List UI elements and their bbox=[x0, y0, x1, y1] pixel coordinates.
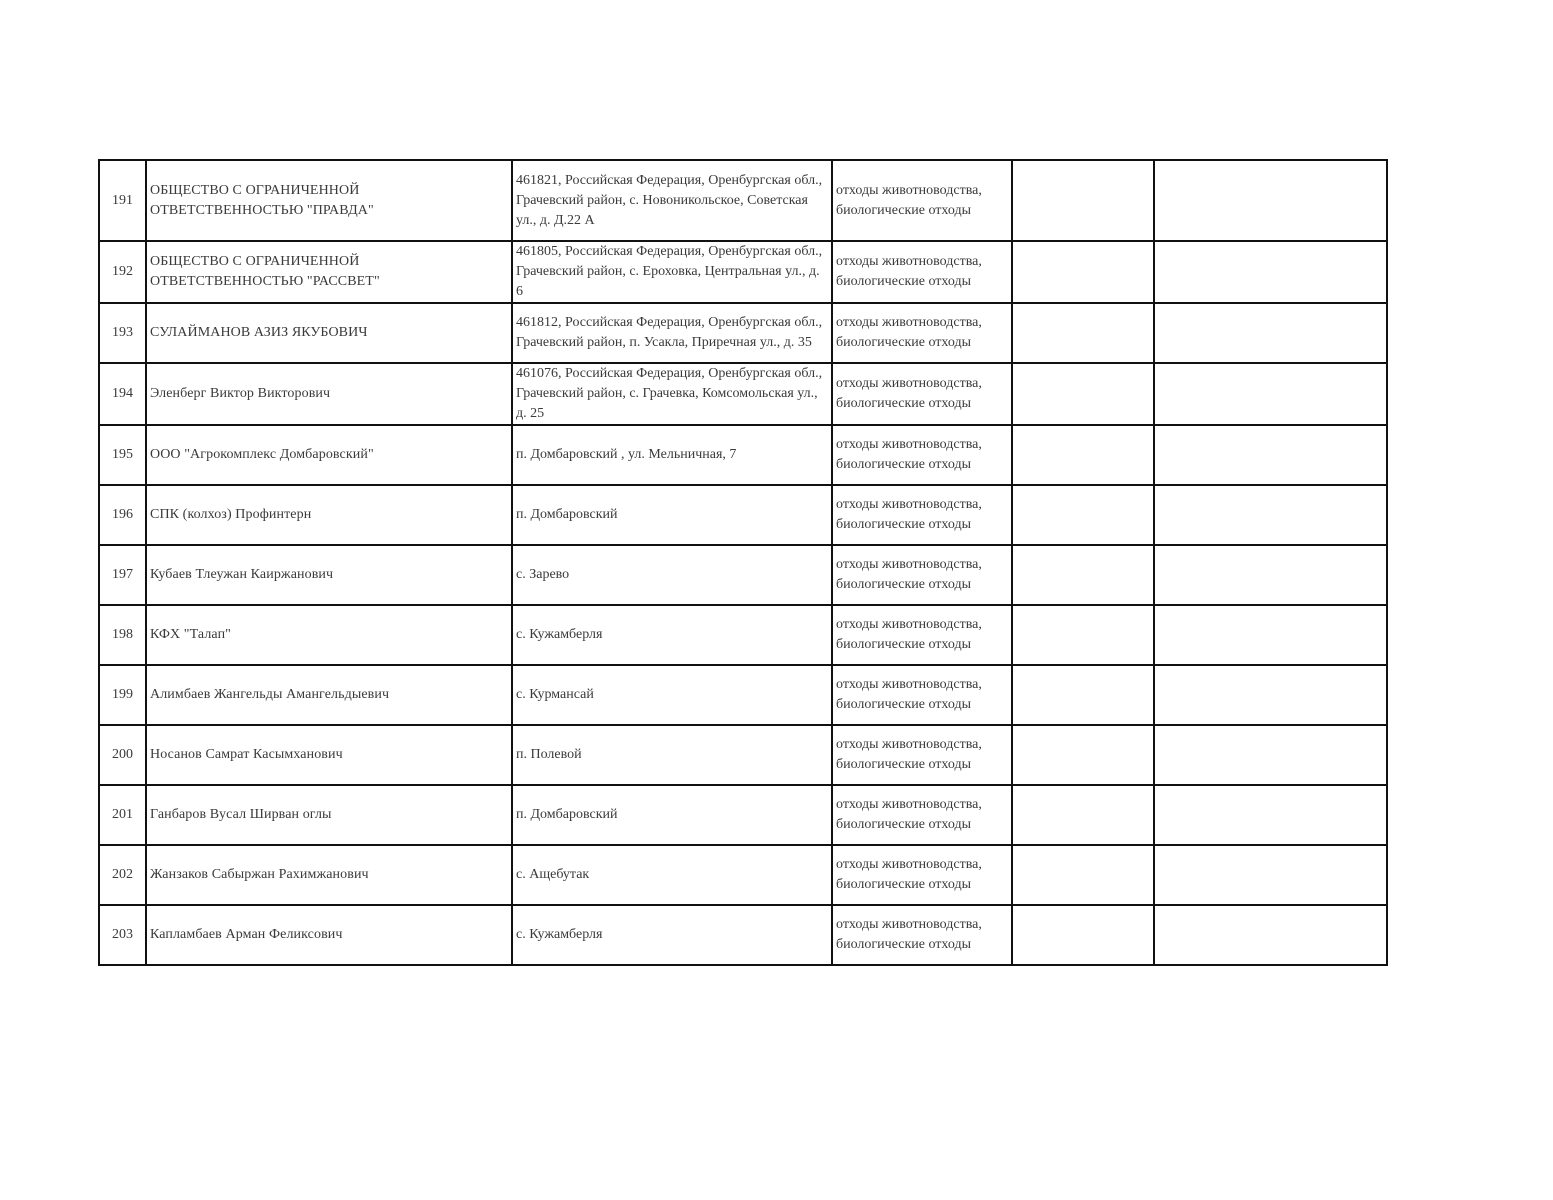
row-number-cell: 196 bbox=[99, 485, 146, 545]
organization-name-cell: Капламбаев Арман Феликсович bbox=[146, 905, 512, 965]
waste-type-cell: отходы животноводства, биологические отходы bbox=[832, 160, 1012, 241]
address-cell: 461821, Российская Федерация, Оренбургская обл., Грачевский район, с. Новоникольское, Советская ул., д. Д.22 А bbox=[512, 160, 832, 241]
address-cell: с. Кужамберля bbox=[512, 905, 832, 965]
empty-cell bbox=[1154, 425, 1387, 485]
table-row bbox=[99, 241, 1387, 303]
empty-cell bbox=[1154, 785, 1387, 845]
empty-cell bbox=[1154, 363, 1387, 425]
table-row bbox=[99, 605, 1387, 665]
address-cell: с. Курмансай bbox=[512, 665, 832, 725]
empty-cell bbox=[1154, 845, 1387, 905]
address-cell: п. Полевой bbox=[512, 725, 832, 785]
waste-type-cell: отходы животноводства, биологические отходы bbox=[832, 605, 1012, 665]
waste-type-cell: отходы животноводства, биологические отходы bbox=[832, 845, 1012, 905]
organization-name-cell: Эленберг Виктор Викторович bbox=[146, 363, 512, 425]
empty-cell bbox=[1012, 845, 1154, 905]
organization-name-cell: Жанзаков Сабыржан Рахимжанович bbox=[146, 845, 512, 905]
empty-cell bbox=[1012, 303, 1154, 363]
table-row bbox=[99, 425, 1387, 485]
row-number-cell: 192 bbox=[99, 241, 146, 303]
row-number-cell: 201 bbox=[99, 785, 146, 845]
address-cell: с. Ащебутак bbox=[512, 845, 832, 905]
table-row bbox=[99, 785, 1387, 845]
address-cell: п. Домбаровский , ул. Мельничная, 7 bbox=[512, 425, 832, 485]
organization-name-cell: Алимбаев Жангельды Амангельдыевич bbox=[146, 665, 512, 725]
address-cell: с. Зарево bbox=[512, 545, 832, 605]
waste-type-cell: отходы животноводства, биологические отходы bbox=[832, 485, 1012, 545]
empty-cell bbox=[1012, 905, 1154, 965]
row-number-cell: 200 bbox=[99, 725, 146, 785]
empty-cell bbox=[1012, 545, 1154, 605]
organization-name-cell: ОБЩЕСТВО С ОГРАНИЧЕННОЙ ОТВЕТСТВЕННОСТЬЮ "ПРАВДА" bbox=[146, 160, 512, 241]
row-number-cell: 202 bbox=[99, 845, 146, 905]
empty-cell bbox=[1012, 725, 1154, 785]
empty-cell bbox=[1012, 363, 1154, 425]
waste-type-cell: отходы животноводства, биологические отходы bbox=[832, 905, 1012, 965]
empty-cell bbox=[1012, 665, 1154, 725]
empty-cell bbox=[1012, 241, 1154, 303]
empty-cell bbox=[1154, 160, 1387, 241]
address-cell: п. Домбаровский bbox=[512, 485, 832, 545]
organization-name-cell: СУЛАЙМАНОВ АЗИЗ ЯКУБОВИЧ bbox=[146, 303, 512, 363]
waste-type-cell: отходы животноводства, биологические отходы bbox=[832, 303, 1012, 363]
empty-cell bbox=[1012, 605, 1154, 665]
empty-cell bbox=[1012, 485, 1154, 545]
organization-name-cell: ООО "Агрокомплекс Домбаровский" bbox=[146, 425, 512, 485]
waste-type-cell: отходы животноводства, биологические отходы bbox=[832, 241, 1012, 303]
waste-type-cell: отходы животноводства, биологические отходы bbox=[832, 363, 1012, 425]
table-row bbox=[99, 665, 1387, 725]
waste-type-cell: отходы животноводства, биологические отходы bbox=[832, 545, 1012, 605]
empty-cell bbox=[1154, 545, 1387, 605]
waste-type-cell: отходы животноводства, биологические отходы bbox=[832, 665, 1012, 725]
empty-cell bbox=[1154, 605, 1387, 665]
empty-cell bbox=[1154, 665, 1387, 725]
registry-table bbox=[98, 159, 1388, 966]
organization-name-cell: Кубаев Тлеужан Каиржанович bbox=[146, 545, 512, 605]
empty-cell bbox=[1154, 303, 1387, 363]
organization-name-cell: ОБЩЕСТВО С ОГРАНИЧЕННОЙ ОТВЕТСТВЕННОСТЬЮ "РАССВЕТ" bbox=[146, 241, 512, 303]
empty-cell bbox=[1154, 241, 1387, 303]
address-cell: с. Кужамберля bbox=[512, 605, 832, 665]
row-number-cell: 194 bbox=[99, 363, 146, 425]
empty-cell bbox=[1012, 160, 1154, 241]
empty-cell bbox=[1154, 485, 1387, 545]
address-cell: п. Домбаровский bbox=[512, 785, 832, 845]
table-row bbox=[99, 905, 1387, 965]
organization-name-cell: КФХ "Талап" bbox=[146, 605, 512, 665]
waste-type-cell: отходы животноводства, биологические отходы bbox=[832, 785, 1012, 845]
row-number-cell: 193 bbox=[99, 303, 146, 363]
table-row bbox=[99, 545, 1387, 605]
empty-cell bbox=[1154, 905, 1387, 965]
empty-cell bbox=[1154, 725, 1387, 785]
row-number-cell: 203 bbox=[99, 905, 146, 965]
organization-name-cell: Ганбаров Вусал Ширван оглы bbox=[146, 785, 512, 845]
registry-table-body bbox=[99, 160, 1387, 965]
table-row bbox=[99, 725, 1387, 785]
address-cell: 461812, Российская Федерация, Оренбургская обл., Грачевский район, п. Усакла, Приречная ул., д. 35 bbox=[512, 303, 832, 363]
table-row bbox=[99, 303, 1387, 363]
address-cell: 461805, Российская Федерация, Оренбургская обл., Грачевский район, с. Ероховка, Центральная ул., д. 6 bbox=[512, 241, 832, 303]
row-number-cell: 198 bbox=[99, 605, 146, 665]
organization-name-cell: Носанов Самрат Касымханович bbox=[146, 725, 512, 785]
row-number-cell: 197 bbox=[99, 545, 146, 605]
table-row bbox=[99, 363, 1387, 425]
table-row bbox=[99, 485, 1387, 545]
waste-type-cell: отходы животноводства, биологические отходы bbox=[832, 425, 1012, 485]
table-row bbox=[99, 845, 1387, 905]
waste-type-cell: отходы животноводства, биологические отходы bbox=[832, 725, 1012, 785]
row-number-cell: 191 bbox=[99, 160, 146, 241]
row-number-cell: 199 bbox=[99, 665, 146, 725]
table-row bbox=[99, 160, 1387, 241]
row-number-cell: 195 bbox=[99, 425, 146, 485]
address-cell: 461076, Российская Федерация, Оренбургская обл., Грачевский район, с. Грачевка, Комсомольская ул., д. 25 bbox=[512, 363, 832, 425]
empty-cell bbox=[1012, 785, 1154, 845]
organization-name-cell: СПК (колхоз) Профинтерн bbox=[146, 485, 512, 545]
empty-cell bbox=[1012, 425, 1154, 485]
